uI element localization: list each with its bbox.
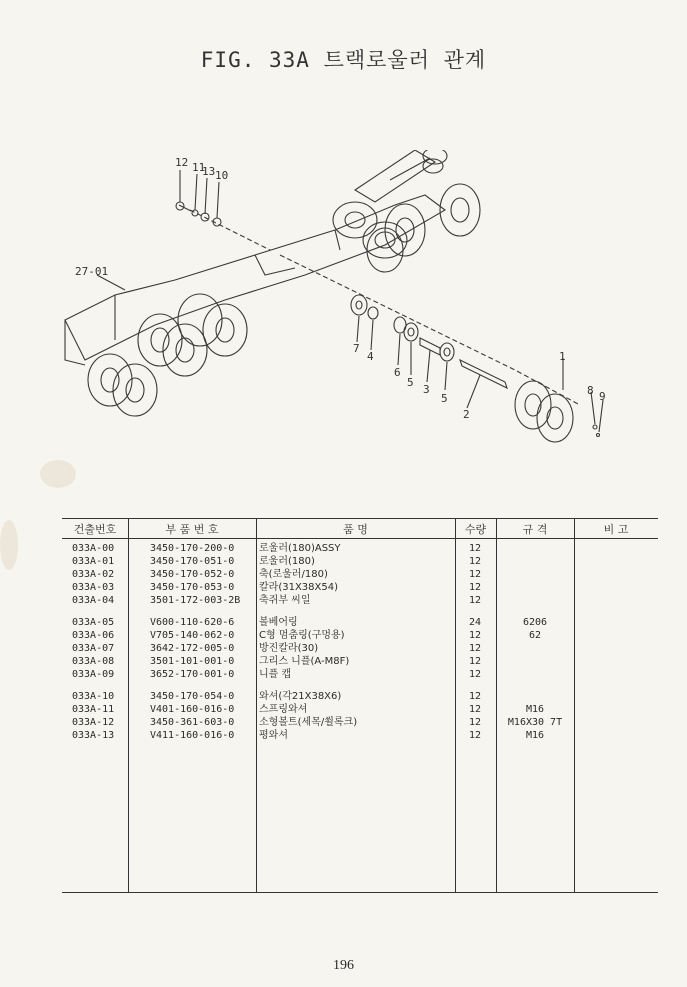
row-quantity: 12 bbox=[468, 556, 482, 567]
callout-label: 11 bbox=[192, 161, 206, 174]
row-code: 033A-00 bbox=[72, 543, 115, 554]
row-part-name: 스프링와셔 bbox=[259, 704, 308, 715]
row-part-name: 로울러(180)ASSY bbox=[259, 543, 341, 554]
exploded-parts-diagram bbox=[55, 150, 620, 460]
row-part-number: V401-160-016-0 bbox=[150, 704, 235, 715]
row-part-number: 3450-170-053-0 bbox=[150, 582, 235, 593]
row-quantity: 12 bbox=[468, 582, 482, 593]
table-row bbox=[62, 616, 658, 629]
callout-label: 6 bbox=[394, 366, 401, 379]
row-part-number: 3450-170-200-0 bbox=[150, 543, 235, 554]
row-code: 033A-02 bbox=[72, 569, 115, 580]
row-quantity: 12 bbox=[468, 543, 482, 554]
header-part-number: 부 품 번 호 bbox=[165, 523, 219, 536]
row-code: 033A-05 bbox=[72, 617, 115, 628]
row-part-number: 3652-170-001-0 bbox=[150, 669, 235, 680]
row-part-name: 니플 캡 bbox=[259, 669, 292, 680]
row-part-name: 그리스 니플(A-M8F) bbox=[259, 656, 350, 667]
row-part-name: C형 멈춤링(구멍용) bbox=[259, 630, 345, 641]
callout-label: 5 bbox=[407, 376, 414, 389]
table-rule bbox=[62, 518, 658, 519]
row-spec: 6206 bbox=[522, 617, 548, 628]
row-quantity: 12 bbox=[468, 630, 482, 641]
row-quantity: 12 bbox=[468, 704, 482, 715]
callout-label: 13 bbox=[202, 165, 216, 178]
row-part-name: 소형볼트(세목/쐴록크) bbox=[259, 717, 358, 728]
row-part-number: V411-160-016-0 bbox=[150, 730, 235, 741]
row-spec: M16X30 7T bbox=[507, 717, 563, 728]
row-spacer bbox=[62, 681, 658, 690]
row-quantity: 12 bbox=[468, 643, 482, 654]
row-part-number: 3450-361-603-0 bbox=[150, 717, 235, 728]
row-part-number: 3501-172-003-2B bbox=[150, 595, 241, 606]
row-part-name: 축(로울러/180) bbox=[259, 569, 328, 580]
row-quantity: 12 bbox=[468, 656, 482, 667]
row-part-number: V705-140-062-0 bbox=[150, 630, 235, 641]
paper-stain bbox=[0, 520, 18, 570]
row-quantity: 12 bbox=[468, 569, 482, 580]
table-row bbox=[62, 542, 658, 555]
table-row bbox=[62, 690, 658, 703]
row-code: 033A-10 bbox=[72, 691, 115, 702]
row-part-name: 방진칼라(30) bbox=[259, 643, 319, 654]
table-row bbox=[62, 703, 658, 716]
row-quantity: 12 bbox=[468, 730, 482, 741]
table-row bbox=[62, 568, 658, 581]
row-part-number: 3642-172-005-0 bbox=[150, 643, 235, 654]
row-code: 033A-06 bbox=[72, 630, 115, 641]
row-quantity: 12 bbox=[468, 595, 482, 606]
row-code: 033A-03 bbox=[72, 582, 115, 593]
table-row bbox=[62, 729, 658, 742]
row-part-name: 축쥐부 씨일 bbox=[259, 595, 311, 606]
row-part-number: 3450-170-054-0 bbox=[150, 691, 235, 702]
callout-label: 12 bbox=[175, 156, 189, 169]
table-body bbox=[62, 542, 658, 742]
row-quantity: 24 bbox=[468, 617, 482, 628]
callout-label: 7 bbox=[353, 342, 360, 355]
paper-stain bbox=[40, 460, 76, 488]
row-quantity: 12 bbox=[468, 717, 482, 728]
table-row bbox=[62, 655, 658, 668]
row-code: 033A-08 bbox=[72, 656, 115, 667]
table-rule bbox=[62, 892, 658, 893]
row-quantity: 12 bbox=[468, 669, 482, 680]
parts-table bbox=[62, 518, 658, 894]
table-row bbox=[62, 594, 658, 607]
header-quantity: 수량 bbox=[464, 523, 487, 536]
row-code: 033A-13 bbox=[72, 730, 115, 741]
row-spec: M16 bbox=[525, 730, 545, 741]
row-code: 033A-11 bbox=[72, 704, 115, 715]
callout-label: 2 bbox=[463, 408, 470, 421]
row-code: 033A-07 bbox=[72, 643, 115, 654]
header-note: 비 고 bbox=[603, 523, 629, 536]
row-spacer bbox=[62, 607, 658, 616]
row-quantity: 12 bbox=[468, 691, 482, 702]
callout-label: 10 bbox=[215, 169, 229, 182]
table-row bbox=[62, 642, 658, 655]
table-row bbox=[62, 668, 658, 681]
row-code: 033A-01 bbox=[72, 556, 115, 567]
row-code: 033A-04 bbox=[72, 595, 115, 606]
table-rule bbox=[62, 538, 658, 539]
row-part-name: 와셔(각21X38X6) bbox=[259, 691, 342, 702]
table-row bbox=[62, 716, 658, 729]
callout-label: 5 bbox=[441, 392, 448, 405]
callout-label: 3 bbox=[423, 383, 430, 396]
callout-label: 1 bbox=[559, 350, 566, 363]
table-row bbox=[62, 629, 658, 642]
row-part-number: 3450-170-051-0 bbox=[150, 556, 235, 567]
table-row bbox=[62, 581, 658, 594]
row-part-name: 로울러(180) bbox=[259, 556, 315, 567]
row-part-number: 3501-101-001-0 bbox=[150, 656, 235, 667]
page-title: FIG. 33A 트랙로울러 관계 bbox=[200, 48, 487, 72]
header-code: 건출번호 bbox=[73, 523, 117, 536]
row-spec: M16 bbox=[525, 704, 545, 715]
callout-label: 27-01 bbox=[75, 265, 109, 278]
row-part-name: 칼라(31X38X54) bbox=[259, 582, 338, 593]
row-code: 033A-09 bbox=[72, 669, 115, 680]
callout-label: 4 bbox=[367, 350, 374, 363]
callout-label: 8 bbox=[587, 384, 594, 397]
row-part-number: 3450-170-052-0 bbox=[150, 569, 235, 580]
header-spec: 규 격 bbox=[522, 523, 548, 536]
row-part-name: 볼베어링 bbox=[259, 617, 298, 628]
table-row bbox=[62, 555, 658, 568]
header-part-name: 품 명 bbox=[343, 523, 368, 536]
row-code: 033A-12 bbox=[72, 717, 115, 728]
row-spec: 62 bbox=[528, 630, 542, 641]
row-part-name: 평와셔 bbox=[259, 730, 288, 741]
page-number: 196 bbox=[333, 958, 354, 973]
row-part-number: V600-110-620-6 bbox=[150, 617, 235, 628]
callout-label: 9 bbox=[599, 390, 606, 403]
